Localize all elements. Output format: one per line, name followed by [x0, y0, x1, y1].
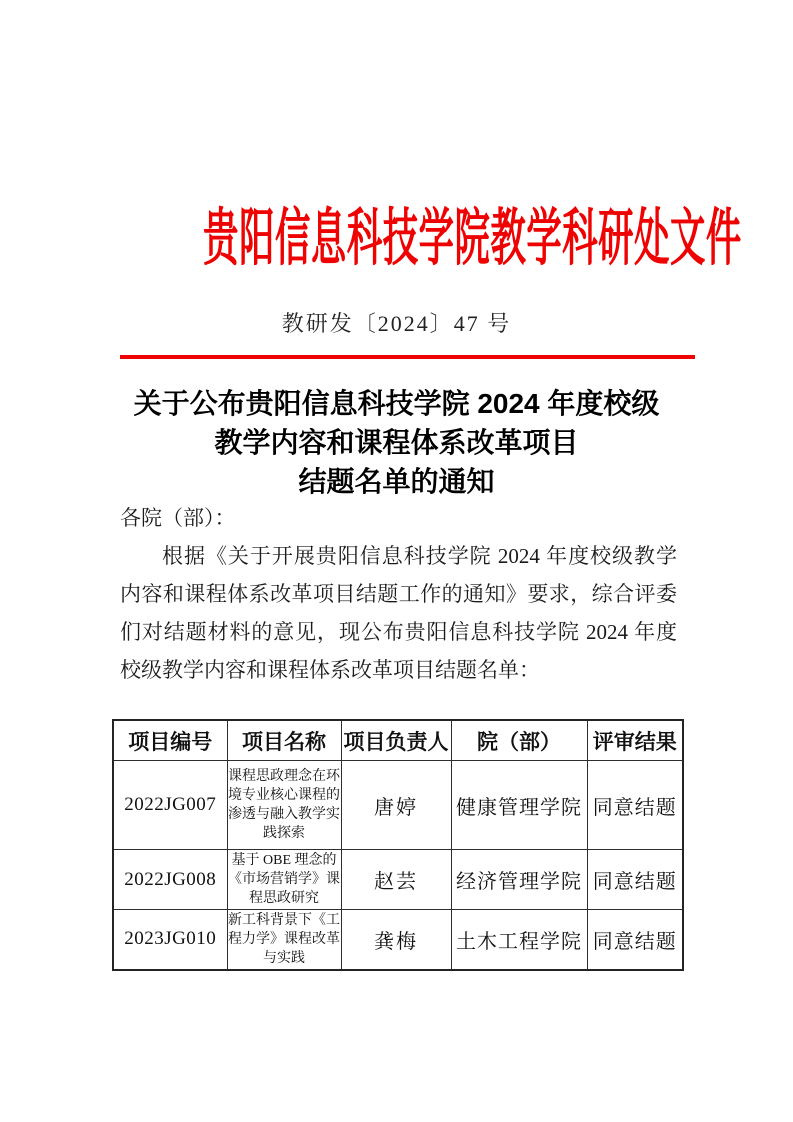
cell-department: 经济管理学院 — [451, 850, 587, 910]
table-row — [113, 850, 683, 910]
cell-leader: 赵芸 — [341, 850, 451, 910]
cell-department: 健康管理学院 — [451, 761, 587, 850]
notice-title-line-3: 结题名单的通知 — [298, 466, 495, 497]
col-header-project-name: 项目名称 — [227, 720, 341, 761]
results-table — [112, 719, 684, 971]
cell-project-name: 新工科背景下《工程力学》课程改革与实践 — [227, 910, 341, 970]
cell-result: 同意结题 — [587, 910, 683, 970]
cell-department: 土木工程学院 — [451, 910, 587, 970]
col-header-project-id: 项目编号 — [113, 720, 227, 761]
table-row — [113, 761, 683, 850]
table-row — [113, 910, 683, 970]
cell-result: 同意结题 — [587, 761, 683, 850]
cell-leader: 唐婷 — [341, 761, 451, 850]
salutation: 各院（部）： — [120, 506, 236, 530]
letterhead-title — [0, 204, 793, 273]
red-separator-line — [120, 355, 695, 359]
col-header-result: 评审结果 — [587, 720, 683, 761]
cell-project-name: 课程思政理念在环境专业核心课程的渗透与融入教学实践探索 — [227, 761, 341, 850]
cell-leader: 龚梅 — [341, 910, 451, 970]
body-line-1: 根据《关于开展贵阳信息科技学院 2024 年度校级教学 — [162, 544, 677, 568]
letterhead-title-text: 贵阳信息科技学院教学科研处文件 — [203, 204, 742, 273]
table-header-row — [113, 720, 683, 761]
cell-project-id: 2022JG008 — [113, 850, 227, 910]
notice-title — [50, 384, 743, 501]
body-line-2: 内容和课程体系改革项目结题工作的通知》要求，综合评委 — [120, 582, 677, 606]
cell-project-id: 2023JG010 — [113, 910, 227, 970]
doc-number: 教研发〔2024〕47 号 — [281, 311, 512, 336]
body-line-3: 们对结题材料的意见，现公布贵阳信息科技学院 2024 年度 — [120, 620, 677, 644]
col-header-leader: 项目负责人 — [341, 720, 451, 761]
notice-title-line-1: 关于公布贵阳信息科技学院 2024 年度校级 — [133, 388, 660, 419]
notice-title-line-2: 教学内容和课程体系改革项目 — [214, 427, 579, 458]
cell-result: 同意结题 — [587, 850, 683, 910]
cell-project-name: 基于 OBE 理念的《市场营销学》课程思政研究 — [227, 850, 341, 910]
col-header-department: 院（部） — [451, 720, 587, 761]
cell-project-id: 2022JG007 — [113, 761, 227, 850]
notice-body — [120, 499, 677, 689]
body-line-4: 校级教学内容和课程体系改革项目结题名单： — [120, 658, 540, 682]
